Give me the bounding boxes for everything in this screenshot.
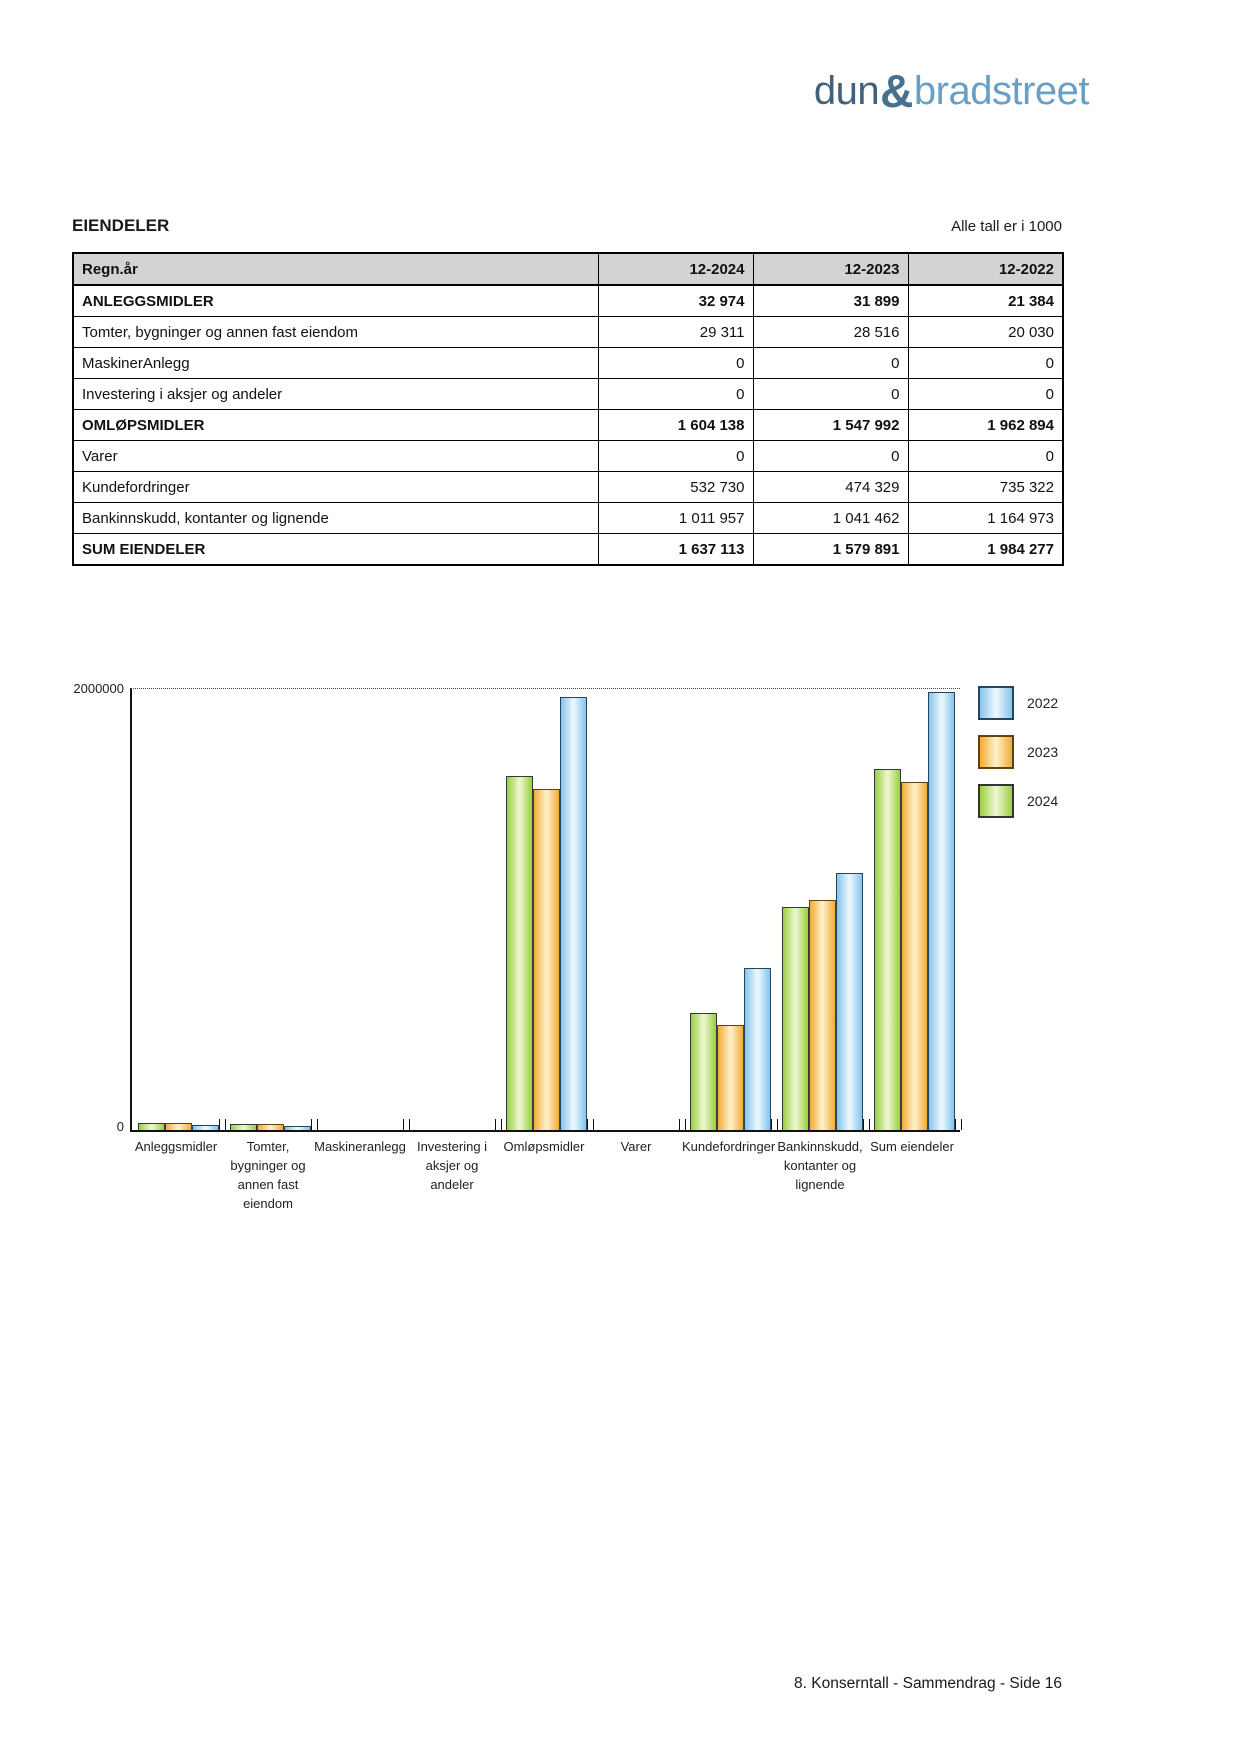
units-note: Alle tall er i 1000	[951, 218, 1062, 235]
cell-value: 32 974	[598, 285, 753, 317]
axis-tick	[777, 1119, 778, 1130]
row-label: Kundefordringer	[73, 472, 598, 503]
cell-value: 0	[598, 379, 753, 410]
x-axis-label-line: Investering i	[416, 1139, 488, 1154]
axis-tick	[869, 1119, 870, 1130]
chart-bar-2023	[165, 1123, 192, 1130]
dun-bradstreet-logo	[813, 65, 1089, 117]
table-row	[73, 348, 1063, 379]
axis-tick	[679, 1119, 680, 1130]
page-footer: 8. Konserntall - Sammendrag - Side 16	[794, 1675, 1062, 1692]
cell-value: 735 322	[908, 472, 1063, 503]
cell-value: 0	[753, 348, 908, 379]
x-axis-label-line: Sum eiendeler	[870, 1139, 954, 1154]
axis-tick	[863, 1119, 864, 1130]
row-label: Tomter, bygninger og annen fast eiendom	[73, 317, 598, 348]
table-row	[73, 285, 1063, 317]
axis-tick	[593, 1119, 594, 1130]
y-axis-zero-label: 0	[116, 1119, 124, 1134]
row-label: MaskinerAnlegg	[73, 348, 598, 379]
y-axis-max-label: 2000000	[73, 681, 124, 696]
axis-tick	[587, 1119, 588, 1130]
table-row	[73, 503, 1063, 534]
legend-label: 2023	[1027, 744, 1059, 760]
cell-value: 1 962 894	[908, 410, 1063, 441]
chart-bar-2024	[506, 776, 533, 1130]
axis-tick	[409, 1119, 410, 1130]
cell-value: 0	[753, 379, 908, 410]
cell-value: 532 730	[598, 472, 753, 503]
x-axis-label-line: Kundefordringer	[682, 1139, 776, 1154]
cell-value: 1 984 277	[908, 534, 1063, 566]
cell-value: 0	[908, 441, 1063, 472]
row-label: ANLEGGSMIDLER	[73, 285, 598, 317]
cell-value: 28 516	[753, 317, 908, 348]
row-label: SUM EIENDELER	[73, 534, 598, 566]
section-title: EIENDELER	[72, 216, 170, 235]
x-axis-label-line: aksjer og	[425, 1158, 479, 1173]
chart-legend	[978, 686, 1058, 833]
assets-table	[72, 252, 1064, 566]
table-row	[73, 317, 1063, 348]
x-axis-label-line: lignende	[795, 1177, 845, 1192]
chart-bar-2022	[192, 1125, 219, 1130]
cell-value: 1 637 113	[598, 534, 753, 566]
cell-value: 29 311	[598, 317, 753, 348]
x-axis-category-label	[222, 1137, 314, 1213]
cell-value: 0	[908, 379, 1063, 410]
legend-swatch-2023	[978, 735, 1014, 769]
axis-tick	[955, 1119, 956, 1130]
column-header: 12-2022	[908, 253, 1063, 285]
cell-value: 1 579 891	[753, 534, 908, 566]
x-axis-category-label	[406, 1137, 498, 1194]
cell-value: 1 604 138	[598, 410, 753, 441]
x-axis-label-line: eiendom	[243, 1196, 293, 1211]
chart-bar-2022	[744, 968, 771, 1130]
column-header: Regn.år	[73, 253, 598, 285]
column-header: 12-2023	[753, 253, 908, 285]
x-axis-label-line: Maskineranlegg	[314, 1139, 406, 1154]
x-axis-label-line: Varer	[620, 1139, 652, 1154]
axis-tick	[495, 1119, 496, 1130]
table-row	[73, 472, 1063, 503]
x-axis-category-label	[590, 1137, 682, 1156]
x-axis-label-line: kontanter og	[783, 1158, 857, 1173]
axis-tick	[403, 1119, 404, 1130]
chart-bar-2022	[560, 697, 587, 1130]
x-axis-label-line: Omløpsmidler	[503, 1139, 585, 1154]
table-header-row	[73, 253, 1063, 285]
chart-bar-2022	[284, 1126, 311, 1130]
legend-label: 2024	[1027, 793, 1059, 809]
chart-bar-2024	[874, 769, 901, 1130]
legend-swatch-2022	[978, 686, 1014, 720]
cell-value: 1 164 973	[908, 503, 1063, 534]
axis-tick	[317, 1119, 318, 1130]
cell-value: 21 384	[908, 285, 1063, 317]
row-label: OMLØPSMIDLER	[73, 410, 598, 441]
x-axis-category-label	[498, 1137, 590, 1156]
row-label: Investering i aksjer og andeler	[73, 379, 598, 410]
chart-bar-2024	[230, 1124, 257, 1130]
chart-bar-2023	[533, 789, 560, 1130]
chart-bar-2023	[809, 900, 836, 1130]
cell-value: 1 547 992	[753, 410, 908, 441]
axis-tick	[771, 1119, 772, 1130]
cell-value: 0	[908, 348, 1063, 379]
ampersand-icon: &	[880, 65, 913, 117]
x-axis-label-line: annen fast	[237, 1177, 299, 1192]
chart-bar-2023	[901, 782, 928, 1130]
table-row	[73, 410, 1063, 441]
cell-value: 0	[753, 441, 908, 472]
chart-bar-2024	[138, 1123, 165, 1130]
x-axis-label-line: Anleggsmidler	[134, 1139, 218, 1154]
chart-bar-2024	[690, 1013, 717, 1130]
legend-item-2023	[978, 735, 1058, 769]
x-axis-category-label	[866, 1137, 958, 1156]
x-axis-category-label	[130, 1137, 222, 1156]
x-axis-label-line: bygninger og	[230, 1158, 306, 1173]
x-axis-label-line: Tomter,	[246, 1139, 290, 1154]
bar-chart-plot-area	[130, 688, 960, 1132]
axis-tick	[685, 1119, 686, 1130]
table-row	[73, 441, 1063, 472]
chart-bar-2022	[836, 873, 863, 1130]
cell-value: 0	[598, 348, 753, 379]
x-axis-labels	[130, 1137, 958, 1237]
table-row	[73, 534, 1063, 566]
x-axis-category-label	[682, 1137, 774, 1156]
logo-text-bradstreet: bradstreet	[913, 69, 1089, 113]
cell-value: 0	[598, 441, 753, 472]
chart-bar-2022	[928, 692, 955, 1130]
x-axis-label-line: Bankinnskudd,	[777, 1139, 863, 1154]
axis-tick	[219, 1119, 220, 1130]
cell-value: 1 041 462	[753, 503, 908, 534]
legend-item-2022	[978, 686, 1058, 720]
x-axis-category-label	[774, 1137, 866, 1194]
chart-bar-2024	[782, 907, 809, 1130]
cell-value: 31 899	[753, 285, 908, 317]
axis-tick	[501, 1119, 502, 1130]
table-row	[73, 379, 1063, 410]
legend-swatch-2024	[978, 784, 1014, 818]
row-label: Varer	[73, 441, 598, 472]
cell-value: 474 329	[753, 472, 908, 503]
chart-bar-2023	[717, 1025, 744, 1130]
row-label: Bankinnskudd, kontanter og lignende	[73, 503, 598, 534]
x-axis-category-label	[314, 1137, 406, 1156]
column-header: 12-2024	[598, 253, 753, 285]
axis-tick	[311, 1119, 312, 1130]
axis-tick	[225, 1119, 226, 1130]
legend-item-2024	[978, 784, 1058, 818]
chart-bar-2023	[257, 1124, 284, 1130]
logo-text-dun: dun	[813, 69, 880, 113]
axis-tick	[961, 1119, 962, 1130]
cell-value: 20 030	[908, 317, 1063, 348]
x-axis-label-line: andeler	[430, 1177, 474, 1192]
cell-value: 1 011 957	[598, 503, 753, 534]
legend-label: 2022	[1027, 695, 1059, 711]
